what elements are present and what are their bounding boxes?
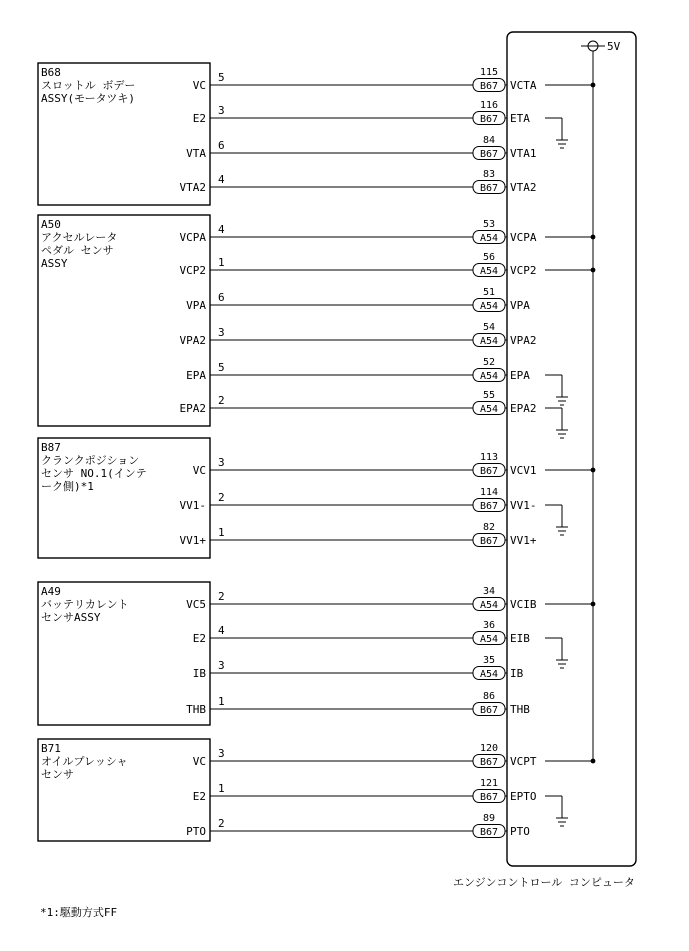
component-pin: 3 (218, 659, 225, 672)
ecu-signal-label: PTO (510, 825, 530, 838)
wire-row (186, 691, 530, 716)
component-pin: 3 (218, 747, 225, 760)
ecu-pin-number: 86 (482, 691, 496, 702)
component-pin: 2 (218, 491, 225, 504)
component-pin: 1 (218, 526, 225, 539)
component-pin: 6 (218, 139, 225, 152)
ecu-signal-label: VCPT (510, 755, 537, 768)
connector-code: B67 (479, 501, 499, 512)
component-b68 (38, 63, 595, 205)
ecu-pin-number: 34 (482, 586, 496, 597)
ecu-pin-number: 115 (479, 67, 499, 78)
wire-row (193, 67, 596, 92)
terminal-label: VPA (186, 299, 206, 312)
terminal-label: VV1+ (179, 534, 206, 547)
ecu-pin-number: 82 (482, 522, 496, 533)
wire-row (186, 586, 595, 611)
connector-code: A54 (479, 301, 499, 312)
terminal-label: PTO (186, 825, 206, 838)
connector-code: A54 (479, 669, 499, 680)
terminal-label: THB (186, 703, 206, 716)
ecu-pin-number: 55 (482, 390, 496, 401)
ecu-pin-number: 113 (479, 452, 499, 463)
component-pin: 5 (218, 71, 225, 84)
wire-row (186, 357, 562, 382)
connector-code: B67 (479, 81, 499, 92)
connector-code: B67 (479, 149, 499, 160)
ecu-signal-label: VCPA (510, 231, 537, 244)
connector-code: B67 (479, 536, 499, 547)
component-pin: 1 (218, 256, 225, 269)
connector-code: B67 (479, 183, 499, 194)
wire-row (186, 813, 530, 838)
component-a50 (38, 215, 595, 426)
component-pin: 2 (218, 590, 225, 603)
footnote: *1:駆動方式FF (40, 906, 118, 919)
component-pin: 1 (218, 695, 225, 708)
ecu-signal-label: VCV1 (510, 464, 537, 477)
ecu-pin-number: 54 (482, 322, 496, 333)
component-pin: 5 (218, 361, 225, 374)
ground-icon (556, 408, 568, 438)
wire-row (180, 487, 563, 512)
connector-code: A54 (479, 233, 499, 244)
connector-code: B67 (479, 757, 499, 768)
supply-label: 5V (607, 40, 621, 53)
connector-code: A54 (479, 634, 499, 645)
component-name: オイルプレッシャ (41, 755, 128, 768)
ecu-pin-number: 121 (479, 778, 499, 789)
component-name: ASSY (41, 257, 68, 270)
component-a49 (38, 582, 595, 725)
component-name: バッテリカレント (41, 598, 129, 611)
component-code: A50 (41, 218, 61, 231)
ecu-pin-number: 51 (482, 287, 496, 298)
component-name: センサ (41, 768, 74, 781)
ground-icon (556, 118, 568, 148)
component-b71 (38, 739, 595, 841)
terminal-label: E2 (192, 790, 206, 803)
component-name: センサ NO.1(インテ (41, 467, 147, 480)
wire-row (193, 452, 596, 477)
ecu-pin-number: 56 (482, 252, 496, 263)
terminal-label: EPA (186, 369, 206, 382)
ecu-signal-label: VCP2 (510, 264, 537, 277)
component-name: ASSY(モータツキ) (41, 92, 135, 105)
wire-row (186, 287, 530, 312)
components-layer (38, 63, 595, 841)
ecu-signal-label: EPA2 (510, 402, 537, 415)
ecu-pin-number: 114 (479, 487, 499, 498)
ecu-signal-label: VCIB (510, 598, 537, 611)
component-pin: 3 (218, 456, 225, 469)
terminal-label: EPA2 (179, 402, 206, 415)
wire-row (180, 252, 596, 277)
connector-code: A54 (479, 336, 499, 347)
component-name: センサASSY (41, 611, 101, 624)
wire-row (180, 522, 537, 547)
terminal-label: E2 (192, 112, 206, 125)
component-pin: 3 (218, 104, 225, 117)
component-pin: 1 (218, 782, 225, 795)
ecu-signal-label: VTA2 (510, 181, 537, 194)
component-name: クランクポジション (41, 454, 140, 467)
ecu-signal-label: VV1- (510, 499, 537, 512)
connector-code: B67 (479, 466, 499, 477)
connector-code: B67 (479, 792, 499, 803)
component-name: アクセルレータ (41, 231, 118, 244)
ecu-pin-number: 116 (479, 100, 499, 111)
terminal-label: VTA2 (179, 181, 206, 194)
ecu-pin-number: 83 (482, 169, 496, 180)
component-code: B68 (41, 66, 61, 79)
component-code: B87 (41, 441, 61, 454)
ecu-signal-label: IB (510, 667, 524, 680)
connector-code: A54 (479, 371, 499, 382)
ecu-signal-label: VV1+ (510, 534, 537, 547)
connector-code: A54 (479, 404, 499, 415)
connector-code: A54 (479, 266, 499, 277)
terminal-label: VC (192, 464, 206, 477)
ecu-signal-label: EIB (510, 632, 530, 645)
terminal-label: VC5 (186, 598, 206, 611)
terminal-label: VCP2 (179, 264, 206, 277)
component-name: ペダル センサ (41, 244, 114, 257)
component-pin: 3 (218, 326, 225, 339)
ecu-signal-label: EPA (510, 369, 530, 382)
connector-code: B67 (479, 114, 499, 125)
ecu-signal-label: EPTO (510, 790, 537, 803)
component-name: ーク側)*1 (41, 480, 94, 493)
terminal-label: IB (192, 667, 206, 680)
wire-row (180, 169, 537, 194)
connector-code: A54 (479, 600, 499, 611)
terminal-label: VV1- (179, 499, 206, 512)
terminal-label: VCPA (179, 231, 206, 244)
wire-row (193, 743, 596, 768)
wire-row (180, 219, 596, 244)
wire-row (186, 135, 536, 160)
component-pin: 2 (218, 394, 225, 407)
terminal-label: VTA (186, 147, 206, 160)
ground-icon (556, 375, 568, 405)
wire-row (193, 655, 524, 680)
component-pin: 6 (218, 291, 225, 304)
component-pin: 2 (218, 817, 225, 830)
ecu-pin-number: 36 (482, 620, 496, 631)
wire-row (180, 322, 537, 347)
ecu-signal-label: VTA1 (510, 147, 537, 160)
ecu-signal-label: ETA (510, 112, 530, 125)
ecu-signal-label: VPA (510, 299, 530, 312)
terminal-label: E2 (192, 632, 206, 645)
component-name: スロットル ボデー (41, 79, 136, 92)
connector-code: B67 (479, 827, 499, 838)
wire-row (180, 390, 563, 415)
ecu-pin-number: 35 (482, 655, 496, 666)
ecu-signal-label: VCTA (510, 79, 537, 92)
component-code: B71 (41, 742, 61, 755)
ecu-pin-number: 120 (479, 743, 499, 754)
component-pin: 4 (218, 624, 225, 637)
ecu-signal-label: THB (510, 703, 530, 716)
ecu-pin-number: 84 (482, 135, 496, 146)
connector-code: B67 (479, 705, 499, 716)
terminal-label: VPA2 (179, 334, 206, 347)
ecu-pin-number: 52 (482, 357, 496, 368)
ecu-pin-number: 53 (482, 219, 496, 230)
ground-icon (556, 638, 568, 668)
ecu-signal-label: VPA2 (510, 334, 537, 347)
ecu-pin-number: 89 (482, 813, 496, 824)
ground-icon (556, 505, 568, 535)
ground-icon (556, 796, 568, 826)
component-b87 (38, 438, 595, 558)
ecu-name: エンジンコントロール コンピュータ (453, 876, 635, 889)
terminal-label: VC (192, 79, 206, 92)
component-pin: 4 (218, 223, 225, 236)
component-pin: 4 (218, 173, 225, 186)
terminal-label: VC (192, 755, 206, 768)
component-code: A49 (41, 585, 61, 598)
